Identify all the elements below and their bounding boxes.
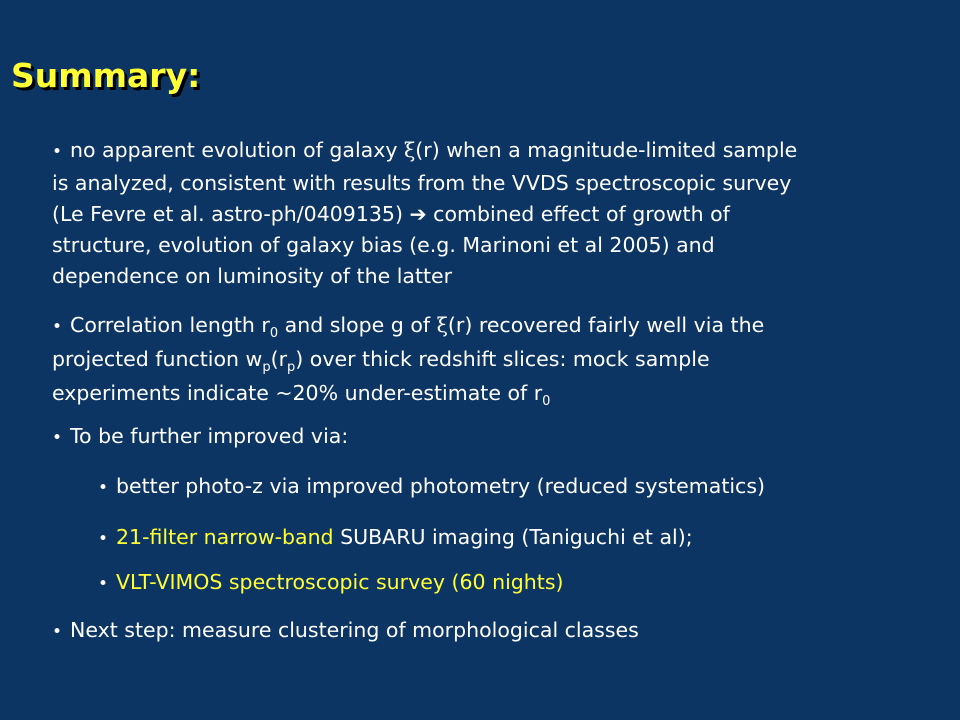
subscript: p [287, 360, 296, 375]
text-segment: better photo-z via improved photometry (reduced systematics) [116, 474, 766, 498]
text-segment: combined effect of growth of [426, 202, 730, 226]
highlight-text: 21-filter narrow-band [116, 525, 334, 549]
bullet-dot: • [52, 622, 63, 642]
subscript: 0 [269, 326, 279, 341]
sub-bullet-vimos [98, 567, 564, 600]
bullet-line [98, 522, 693, 555]
text-segment: (r) recovered fairly well via the [447, 313, 765, 337]
bullet-line [52, 421, 348, 454]
bullet-dot: • [98, 478, 109, 498]
text-segment: experiments indicate ~20% under-estimate of r [52, 381, 543, 405]
xi-symbol: ξ [404, 138, 416, 162]
bullet-evolution [52, 135, 797, 292]
text-line: dependence on luminosity of the latter [52, 264, 453, 288]
bullet-next-step [52, 615, 639, 648]
bullet-line [52, 615, 639, 648]
bullet-line [98, 567, 564, 600]
text-segment: (r [270, 347, 288, 371]
text-segment: (Le Fevre et al. astro-ph/0409135) [52, 202, 410, 226]
bullet-line [52, 199, 797, 230]
text-line: structure, evolution of galaxy bias (e.g. Marinoni et al 2005) and [52, 233, 715, 257]
text-segment: Next step: measure clustering of morphological classes [70, 618, 639, 642]
sub-bullet-subaru [98, 522, 693, 555]
text-segment: To be further improved via: [70, 424, 349, 448]
bullet-line [52, 344, 764, 378]
bullet-line [52, 135, 797, 168]
bullet-improve [52, 421, 348, 454]
text-segment: no apparent evolution of galaxy [70, 138, 404, 162]
slide-title: Summary: [11, 56, 201, 95]
sub-bullet-photoz [98, 471, 765, 504]
bullet-line [52, 378, 764, 412]
text-segment: (r) when a magnitude-limited sample [415, 138, 798, 162]
text-line: is analyzed, consistent with results from the VVDS spectroscopic survey [52, 171, 792, 195]
bullet-line [98, 471, 765, 504]
bullet-dot: • [98, 574, 109, 594]
text-segment: Correlation length r [70, 313, 270, 337]
highlight-text: VLT-VIMOS spectroscopic survey (60 nights) [116, 570, 564, 594]
bullet-dot: • [52, 142, 63, 162]
text-segment: and slope g of [278, 313, 437, 337]
xi-symbol: ξ [436, 313, 448, 337]
subscript: 0 [542, 394, 551, 409]
bullet-line [52, 310, 764, 344]
bullet-dot: • [98, 529, 109, 549]
bullet-dot: • [52, 428, 63, 448]
arrow-icon: ➔ [409, 202, 427, 226]
bullet-dot: • [52, 317, 63, 337]
text-segment: projected function w [52, 347, 263, 371]
text-segment: ) over thick redshift slices: mock sample [295, 347, 710, 371]
text-segment: SUBARU imaging (Taniguchi et al); [333, 525, 693, 549]
subscript: p [262, 360, 271, 375]
bullet-correlation [52, 310, 764, 412]
